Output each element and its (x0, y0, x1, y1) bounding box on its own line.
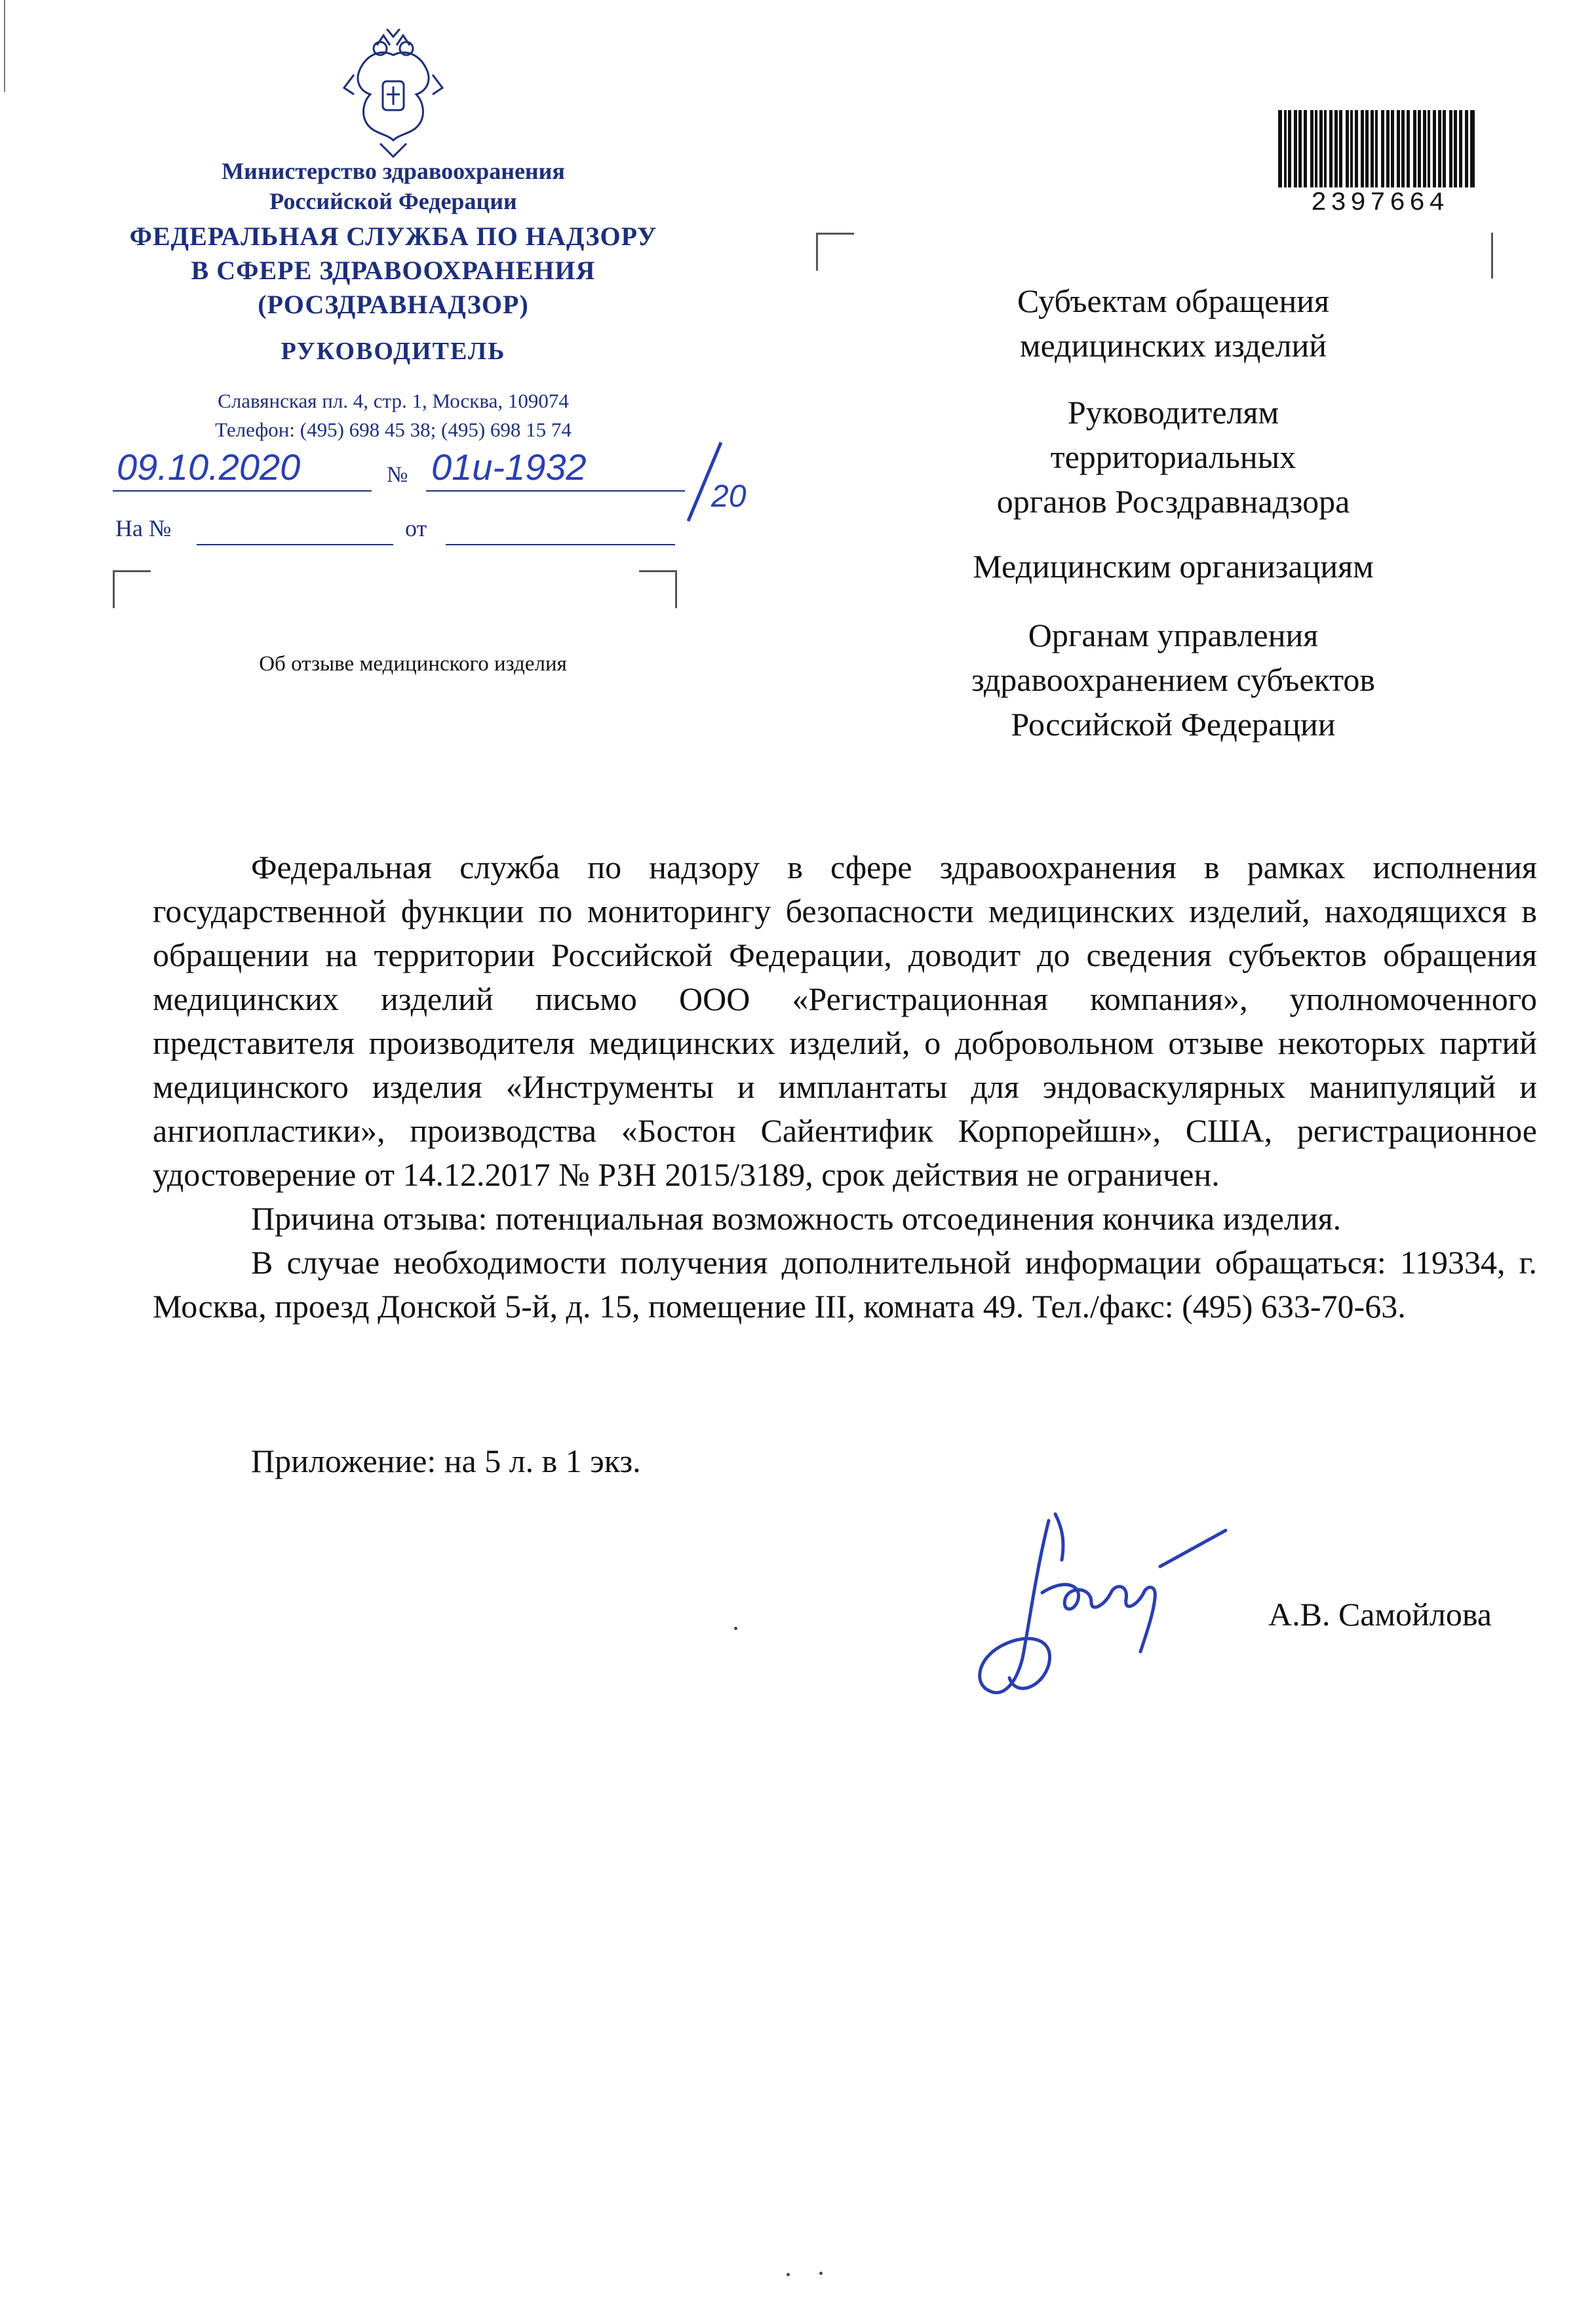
phone: Телефон: (495) 698 45 38; (495) 698 15 74 (215, 418, 572, 441)
reply-date-line (446, 544, 675, 545)
addressee-2-line1: Руководителям (1067, 394, 1279, 431)
scan-edge (4, 0, 5, 92)
reply-to-label: На № (115, 515, 172, 541)
subject-corner-right (639, 570, 677, 608)
head-title: РУКОВОДИТЕЛЬ (281, 338, 506, 365)
addressee-4-line3: Российской Федерации (1011, 706, 1336, 743)
registration-date: 09.10.2020 (117, 446, 301, 488)
addressee-3-line1: Медицинским организациям (973, 548, 1374, 585)
attachment-note: Приложение: на 5 л. в 1 экз. (251, 1443, 641, 1479)
body-paragraph-2: Причина отзыва: потенциальная возможность отсоединения кончика изделия. (251, 1200, 1342, 1237)
russian-coat-of-arms-icon (341, 29, 446, 166)
letter-body (153, 845, 1537, 1329)
barcode (1278, 110, 1475, 187)
contacts (105, 387, 682, 444)
address-corner-right (1491, 233, 1493, 279)
service-line2: В СФЕРЕ ЗДРАВООХРАНЕНИЯ (191, 256, 596, 285)
address: Славянская пл. 4, стр. 1, Москва, 109074 (218, 389, 569, 412)
subject-corner-left (113, 570, 151, 608)
body-paragraph-1: Федеральная служба по надзору в сфере здравоохранения в рамках исполнения государственной функции по мониторингу безопасности медицинских изделий, находящихся в обращении на территории Российской Федерации, доводит до сведения субъектов обращения медицинских изделий письмо ООО «Регистрационная компания», уполномоченного представителя производителя медицинских изделий, о добровольном отзыве некоторых партий медицинского изделия «Инструменты и имплантаты для эндоваскулярных манипуляций и ангиопластики», производства «Бостон Сайентифик Корпорейшн», США, регистрационное удостоверение от 14.12.2017 № РЗН 2015/3189, срок действия не ограничен. (153, 849, 1537, 1193)
reply-number-line (197, 544, 393, 545)
scan-speck (734, 1627, 737, 1630)
service-name (105, 220, 682, 322)
ministry-line2: Российской Федерации (269, 188, 517, 214)
handwritten-signature (950, 1501, 1278, 1717)
addressee-1 (885, 279, 1462, 368)
scan-speck (819, 2272, 823, 2275)
letter-subject: Об отзыве медицинского изделия (259, 652, 567, 676)
service-line3: (РОСЗДРАВНАДЗОР) (258, 290, 529, 319)
addressee-2-line2: территориальных (1050, 438, 1296, 475)
date-underline (113, 490, 372, 492)
body-paragraph-3: В случае необходимости получения дополнительной информации обращаться: 119334, г. Москва, проезд Донской 5-й, д. 15, помещение III, комната 49. Тел./факс: (495) 633-70-63. (153, 1244, 1537, 1325)
number-underline (426, 490, 685, 492)
barcode-number: 2397664 (1310, 189, 1449, 218)
address-corner-left (816, 233, 854, 271)
addressee-2-line3: органов Росздравнадзора (996, 483, 1350, 520)
scan-speck (787, 2273, 790, 2276)
signer-name: А.В. Самойлова (1268, 1596, 1492, 1633)
addressee-1-line2: медицинских изделий (1019, 327, 1327, 364)
addressee-2 (885, 390, 1462, 524)
from-label: от (405, 515, 427, 541)
addressee-3 (885, 544, 1462, 589)
addressee-4-line1: Органам управления (1028, 617, 1319, 653)
addressee-4-line2: здравоохранением субъектов (971, 661, 1376, 698)
ministry-line1: Министерство здравоохранения (222, 158, 565, 184)
number-sign: № (387, 463, 408, 487)
addressee-4 (885, 613, 1462, 747)
service-line1: ФЕДЕРАЛЬНАЯ СЛУЖБА ПО НАДЗОРУ (129, 222, 657, 251)
addressee-1-line1: Субъектам обращения (1017, 282, 1329, 319)
registration-number: 01и-1932 (431, 446, 587, 488)
registration-number-suffix: 20 (711, 479, 747, 514)
ministry-name (105, 156, 682, 216)
